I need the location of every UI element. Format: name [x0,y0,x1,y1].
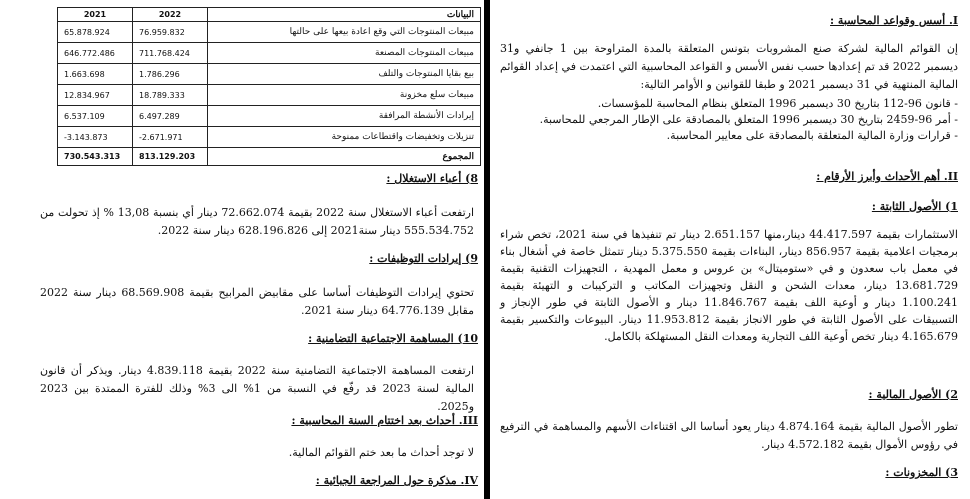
total-2021: 730.543.313 [58,148,133,166]
table-row [58,43,481,64]
row-2022: 711.768.424 [133,43,208,64]
row-label: مبيعات سلع مخزونة [208,85,481,106]
section-iii-text: لا توجد أحداث ما بعد ختم القوائم المالية. [288,446,474,459]
row-label: تنزيلات وتخفيضات واقتطاعات ممنوحة [208,127,481,148]
row-label: إيرادات الأنشطة المرافقة [208,106,481,127]
row-label: بيع بقايا المنتوجات والتلف [208,64,481,85]
row-2022: 6.497.289 [133,106,208,127]
right-page [490,0,970,499]
table-row [58,22,481,43]
inventories-title: 3) المخزونات : [885,466,958,479]
list-item: - أمر 96-2459 بتاريخ 30 ديسمبر 1996 المتعلق بالمصادقة على الإطار المرجعي للمحاسبة. [539,113,958,126]
header-2021: 2021 [58,8,133,22]
table-row [58,127,481,148]
header-2022: 2022 [133,8,208,22]
section-i-title: I. أسس وقواعد المحاسبة : [830,14,958,27]
header-label: البيانات [208,8,481,22]
section-iv-title: IV. مذكرة حول المراجعة الجبائية : [315,474,478,487]
table-row [58,85,481,106]
section-9-text: تحتوي إيرادات التوظيفات أساسا على مقابيض المرابيح بقيمة 68.569.908 دينار سنة 2022 مقابل 64.776.139 دينار سنة 2021. [40,286,474,317]
row-2021: 12.834.967 [58,85,133,106]
laws-list [500,96,958,144]
section-9-title: 9) إيرادات التوظيفات : [369,252,478,265]
fixed-assets-text: الاستثمارات بقيمة 44.417.597 دينار،منها 2.651.157 دينار تم تنفيذها في سنة 2021، تخص شراء برمجيات اعلامية بقيمة 856.957 دينار، البناءات بقيمة 5.375.550 دينار تتمثل خاصة في أشغال بناء في معمل باب سعدون و في «ستوميتال» بن عروس و معمل المهدية ، التجهيزات التقنية بقيمة 13.681.729 دينار، معدات الشحن و النقل وتجهيزات المكاتب و التركيبات و التهيئة بقيمة 1.100.241 دينار و أوعية اللف بقيمة 11.846.767 دينار و الأصول الثابتة في طور الإنجاز و التسبيقات على الأصول الثابتة في طور الانجاز بقيمة 11.953.812 دينار. البيوعات والتكسير بقيمة 4.165.679 دينار تخص أوعية اللف التجارية ومعدات النقل المستهلكة بالكامل. [500,228,958,343]
section-iii-title: III. أحداث بعد اختتام السنة المحاسبية : [291,414,478,427]
total-2022: 813.129.203 [133,148,208,166]
row-2021: 6.537.109 [58,106,133,127]
section-ii-title: II. أهم الأحداث وأبرز الأرقام : [816,170,958,183]
row-2022: 18.789.333 [133,85,208,106]
fixed-assets-title: 1) الأصول الثابتة : [871,200,958,213]
table-row [58,106,481,127]
section-i-text: إن القوائم المالية لشركة صنع المشروبات بتونس المتعلقة بالمدة المتراوحة بين 1 جانفي و31 ديسمبر 2022 قد تم إعدادها حسب نفس الأسس و القواعد المحاسبية التي اعتمدت في إعداد القوائم المالية المنتهية في 31 ديسمبر 2021 و طبقا للقوانين و الأوامر التالية: [500,42,958,91]
section-8-text: ارتفعت أعباء الاستغلال سنة 2022 بقيمة 72.662.074 دينار أي بنسبة 13,08 % إذ تحولت من 555.534.752 دينار سنة2021 إلى 628.196.826 دينار سنة 2022. [40,206,475,237]
section-10-text: ارتفعت المساهمة الاجتماعية التضامنية سنة 2022 بقيمة 4.839.118 دينار. ويذكر أن قانون المالية لسنة 2023 قد رفّع في النسبة من 1% الى 3% وذلك للفترة الممتدة بين 2023 و2025. [40,364,474,413]
table-header-row [58,8,481,22]
list-item: - قانون 96-112 بتاريخ 30 ديسمبر 1996 المتعلق بنظام المحاسبة للمؤسسات. [597,97,958,110]
section-10-title: 10) المساهمة الاجتماعية التضامنية : [308,332,478,345]
row-2022: 76.959.832 [133,22,208,43]
row-2021: -3.143.873 [58,127,133,148]
left-page [0,0,484,499]
row-label: مبيعات المنتوجات التي وقع اعادة بيعها على حالتها [208,22,481,43]
list-item: - قرارات وزارة المالية المتعلقة بالمصادقة على معايير المحاسبة. [666,129,958,142]
row-2022: -2.671.971 [133,127,208,148]
row-2021: 1.663.698 [58,64,133,85]
row-2021: 65.878.924 [58,22,133,43]
section-8-title: 8) أعباء الاستغلال : [386,172,478,185]
revenue-table [57,7,481,166]
total-label: المجموع [208,148,481,166]
row-2022: 1.786.296 [133,64,208,85]
table-row [58,64,481,85]
row-label: مبيعات المنتوجات المصنعة [208,43,481,64]
row-2021: 646.772.486 [58,43,133,64]
table-total-row [58,148,481,166]
financial-assets-title: 2) الأصول المالية : [868,388,958,401]
financial-assets-text: تطور الأصول المالية بقيمة 4.874.164 دينار يعود أساسا الى اقتناءات الأسهم والمساهمة في الترفيع في رؤوس الأموال بقيمة 4.572.182 دينار. [500,420,958,451]
